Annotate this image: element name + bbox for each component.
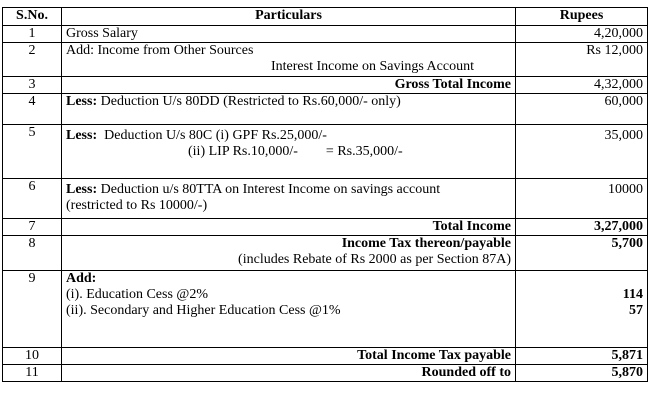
table-row	[3, 236, 648, 271]
particulars-line: Gross Salary	[66, 26, 138, 41]
total-tax-payable-label: Total Income Tax payable	[357, 348, 511, 363]
particulars-line: Interest Income on Savings Account	[271, 59, 474, 74]
row-particulars	[62, 271, 516, 348]
less-prefix: Less:	[66, 128, 98, 143]
row-sno: 3	[3, 77, 62, 94]
row-particulars	[62, 94, 516, 125]
particulars-total: = Rs.35,000/-	[325, 144, 403, 159]
table-row	[3, 271, 648, 348]
particulars-line: (ii) LIP Rs.10,000/-	[188, 144, 298, 159]
row-amount: Rs 12,000	[516, 43, 648, 77]
row-particulars	[62, 219, 516, 236]
table-header-row	[3, 8, 648, 26]
row-sno: 10	[3, 348, 62, 365]
particulars-line: (i). Education Cess @2%	[66, 287, 208, 302]
table-row	[3, 77, 648, 94]
add-label: Add:	[66, 271, 97, 286]
income-tax-label: Income Tax thereon/payable	[341, 236, 511, 251]
header-rupees: Rupees	[516, 8, 648, 26]
table-row	[3, 43, 648, 77]
row-sno: 2	[3, 43, 62, 77]
less-prefix: Less:	[66, 182, 98, 197]
table-row	[3, 219, 648, 236]
header-sno: S.No.	[3, 8, 62, 26]
particulars-line: Deduction u/s 80TTA on Interest Income on savings account	[100, 182, 441, 197]
cess-amount: 114	[622, 287, 643, 302]
row-particulars	[62, 236, 516, 271]
table-row	[3, 365, 648, 382]
particulars-line: (includes Rebate of Rs 2000 as per Section 87A)	[238, 252, 511, 267]
row-sno: 9	[3, 271, 62, 348]
table-row	[3, 125, 648, 179]
particulars-line: Deduction U/s 80DD (Restricted to Rs.60,000/- only)	[100, 94, 401, 109]
row-amount: 5,700	[516, 236, 648, 271]
row-particulars	[62, 348, 516, 365]
row-particulars	[62, 179, 516, 219]
row-amount: 60,000	[516, 94, 648, 125]
row-amount: 5,871	[516, 348, 648, 365]
row-amount	[516, 271, 648, 348]
row-particulars	[62, 26, 516, 43]
table-row	[3, 179, 648, 219]
row-sno: 4	[3, 94, 62, 125]
row-amount: 4,32,000	[516, 77, 648, 94]
row-particulars	[62, 77, 516, 94]
row-amount: 5,870	[516, 365, 648, 382]
rounded-off-label: Rounded off to	[421, 365, 511, 380]
row-sno: 8	[3, 236, 62, 271]
table-row	[3, 348, 648, 365]
row-amount: 4,20,000	[516, 26, 648, 43]
row-sno: 11	[3, 365, 62, 382]
row-sno: 5	[3, 125, 62, 179]
table-row	[3, 26, 648, 43]
particulars-line: (ii). Secondary and Higher Education Cess @1%	[66, 303, 341, 318]
row-sno: 1	[3, 26, 62, 43]
row-particulars	[62, 43, 516, 77]
row-sno: 7	[3, 219, 62, 236]
particulars-line: (restricted to Rs 10000/-)	[66, 198, 208, 213]
row-particulars	[62, 365, 516, 382]
row-amount: 3,27,000	[516, 219, 648, 236]
tax-computation-table	[2, 7, 648, 382]
table-row	[3, 94, 648, 125]
total-income-label: Total Income	[432, 219, 511, 234]
row-sno: 6	[3, 179, 62, 219]
particulars-line: Add: Income from Other Sources	[66, 43, 254, 58]
particulars-line: Deduction U/s 80C (i) GPF Rs.25,000/-	[104, 128, 327, 143]
row-particulars	[62, 125, 516, 179]
row-amount: 10000	[516, 179, 648, 219]
row-amount: 35,000	[516, 125, 648, 179]
gross-total-income-label: Gross Total Income	[394, 77, 511, 92]
header-particulars: Particulars	[62, 8, 516, 26]
cess-amount: 57	[629, 303, 643, 318]
less-prefix: Less:	[66, 94, 98, 109]
